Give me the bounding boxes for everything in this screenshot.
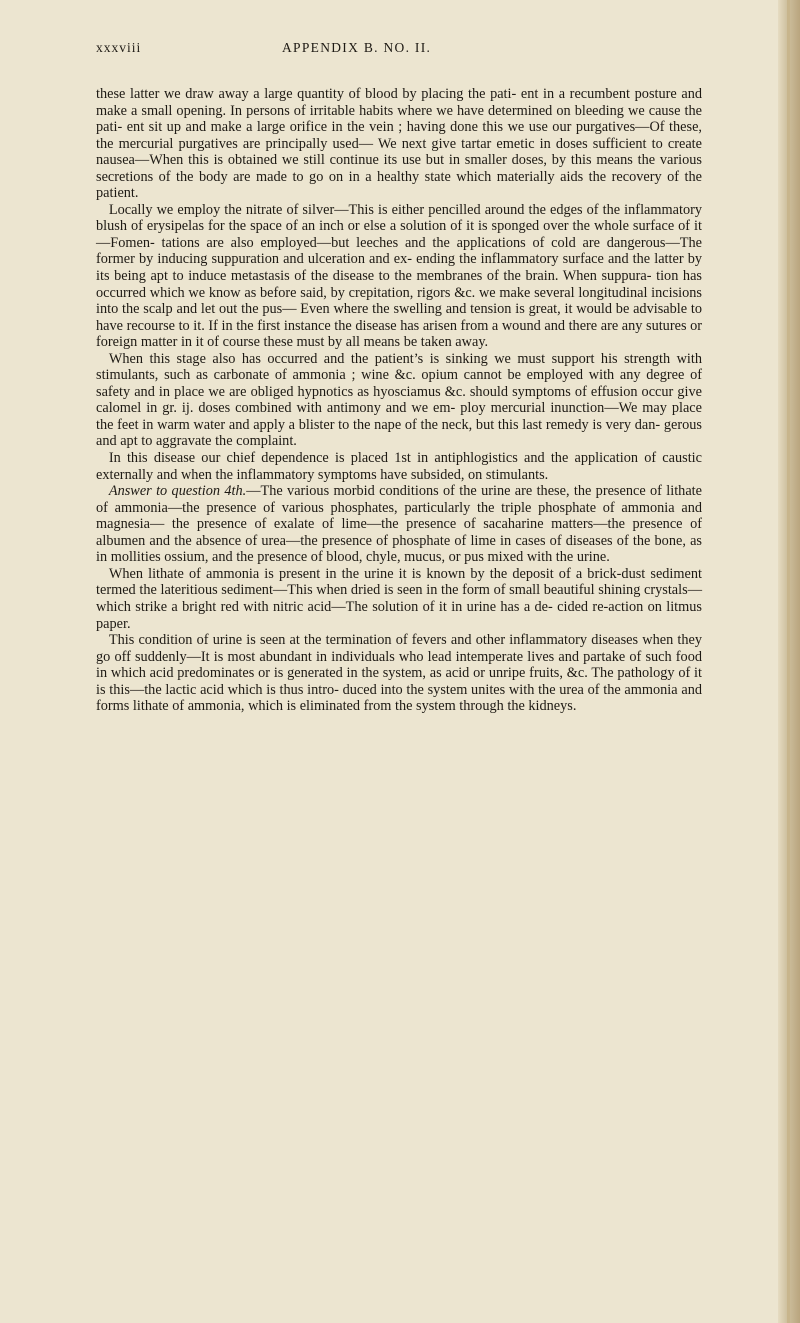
paragraph-text: In this disease our chief dependence is placed 1st in antiphlogistics and the application of caustic externally and when the inflammatory symptoms have subsided, on stimulants.: [96, 450, 702, 483]
page-edge-line: [787, 0, 790, 1323]
paragraph-text: This condition of urine is seen at the termination of fevers and other inflammatory diseases when they go off suddenly—It is most abundant in individuals who lead intemperate lives and partake of such food in which acid predominates or is generated in the system, as acid or unripe fruits, &c. The pathology of it is this—the lactic acid which is thus intro- duced into the system unites with the urea of the ammonia and forms lithate of ammonia, which is eliminated from the system through the kidneys.: [96, 632, 702, 715]
paragraph: [96, 632, 702, 715]
paragraph: [96, 86, 702, 202]
paragraph-text: these latter we draw away a large quantity of blood by placing the pati- ent in a recumbent posture and make a small opening. In persons of irritable habits where we have determined on bleeding we cause the pati- ent sit up and make a large orifice in the vein ; having done this we use our purgatives—Of these, the mercurial purgatives are principally used— We next give tartar emetic in doses sufficient to create nausea—When this is obtained we still continue its use but in smaller doses, by this means the various secretions of the body are made to go on in a healthy state which materially aids the recovery of the patient.: [96, 86, 702, 202]
body-text: [96, 86, 702, 715]
paragraph: [96, 566, 702, 632]
paragraph: [96, 483, 702, 566]
answer-label: Answer to question 4th.: [108, 483, 247, 500]
paragraph: [96, 450, 702, 483]
page-number: xxxviii: [96, 40, 142, 55]
paragraph-text: —The various morbid conditions of the urine are these, the presence of lithate of ammonia—the presence of various phosphates, particularly the triple phosphate of ammonia and magnesia— the presence of exalate of lime—the presence of sacaharine matters—the presence of albumen and the absence of urea—the presence of phosphate of lime in cases of diseases of the bone, as in mollities ossium, and the presence of blood, chyle, mucus, or pus mixed with the urine.: [96, 483, 702, 566]
paragraph-text: Locally we employ the nitrate of silver—This is either pencilled around the edges of the inflammatory blush of erysipelas for the space of an inch or else a solution of it is sponged over the whole surface of it—Fomen- tations are also employed—but leeches and the applications of cold are dangerous—The former by inducing suppuration and ulceration and ex- ending the inflammatory surface and the latter by its being apt to induce metastasis of the disease to the membranes of the brain. When suppura- tion has occurred which we know as before said, by crepitation, rigors &c. we make several longitudinal incisions into the scalp and let out the pus— Even where the swelling and tension is great, it would be advisable to have recourse to it. If in the first instance the disease has arisen from a wound and there are any sutures or foreign matter in it of course these must by all means be taken away.: [96, 201, 702, 351]
paragraph: [96, 202, 702, 351]
paragraph-text: When this stage also has occurred and the patient’s is sinking we must support his strength with stimulants, such as carbonate of ammonia ; wine &c. opium cannot be employed with any degree of safety and in place we are obliged hypnotics as hyosciamus &c. should symptoms of effusion occur give calomel in gr. ij. doses combined with antimony and we em- ploy mercurial inunction—We may place the feet in warm water and apply a blister to the nape of the neck, but this last remedy is very dan- gerous and apt to aggravate the complaint.: [96, 350, 702, 450]
page-header: [96, 40, 696, 60]
paragraph: [96, 351, 702, 450]
running-head: APPENDIX B. NO. II.: [282, 40, 432, 55]
paragraph-text: When lithate of ammonia is present in the urine it is known by the deposit of a brick-dust sediment termed the lateritious sediment—This when dried is seen in the form of small beautiful shining crystals—which strike a bright red with nitric acid—The solution of it in urine has a de- cided re-action on litmus paper.: [96, 565, 702, 632]
